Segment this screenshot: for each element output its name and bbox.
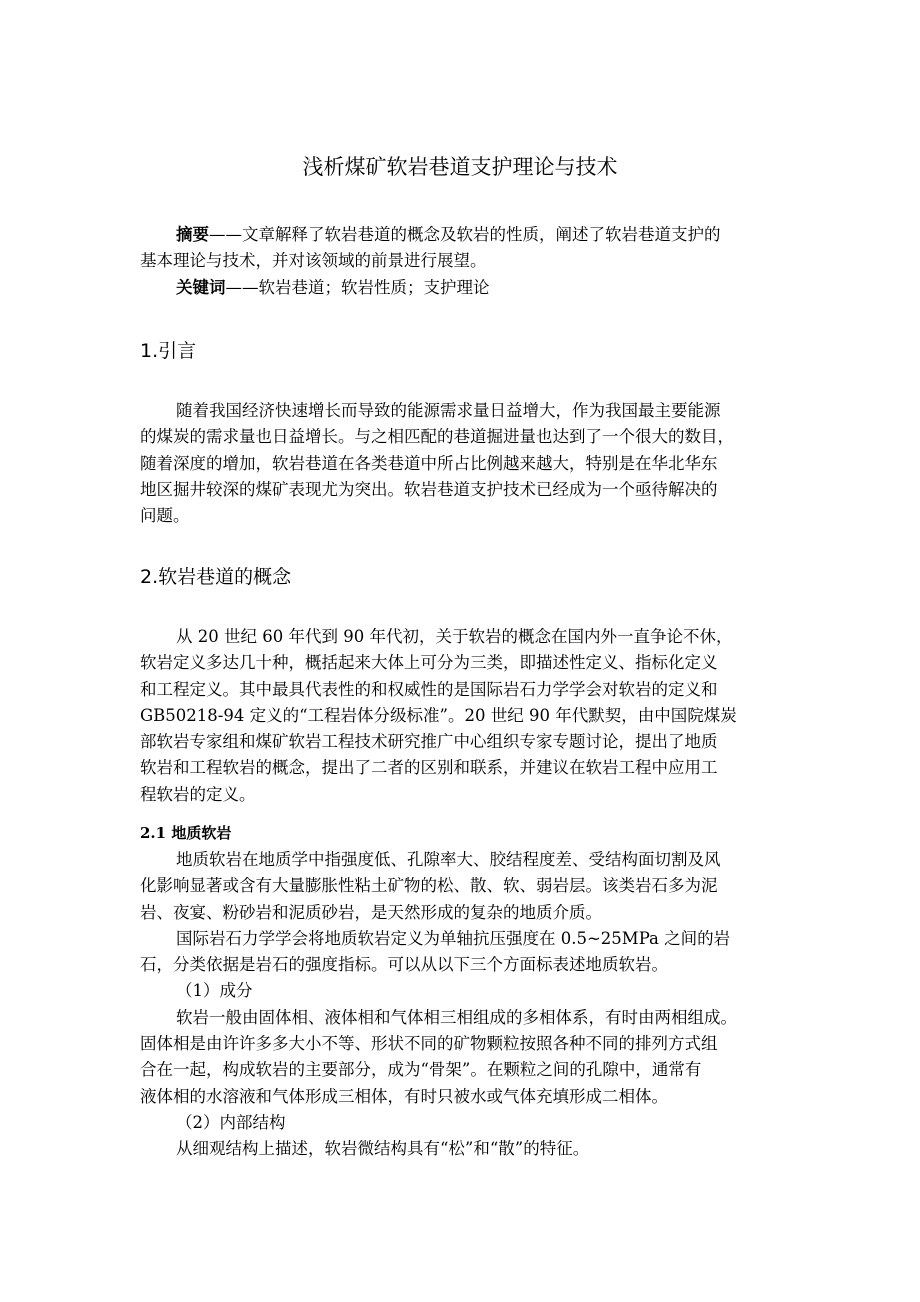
section-2-1-line: 岩、夜宴、粉砂岩和泥质砂岩，是天然形成的复杂的地质介质。 <box>140 902 602 922</box>
item-1-line: 软岩一般由固体相、液体相和气体相三相组成的多相体系，有时由两相组成。 <box>176 1007 737 1027</box>
abstract-line-1 <box>140 222 782 248</box>
document-title: 浅析煤矿软岩巷道支护理论与技术 <box>302 155 618 179</box>
section-2-line: 程软岩的定义。 <box>140 784 256 804</box>
section-2-1-line: 国际岩石力学学会将地质软岩定义为单轴抗压强度在 0.5~25MPa 之间的岩 <box>176 928 731 948</box>
item-1-line: 固体相是由许许多多大小不等、形状不同的矿物颗粒按照各种不同的排列方式组 <box>140 1034 718 1054</box>
keywords-line <box>140 275 782 301</box>
section-1-line: 随着深度的增加，软岩巷道在各类巷道中所占比例越来越大，特别是在华北华东 <box>140 453 718 473</box>
section-1-line: 随着我国经济快速增长而导致的能源需求量日益增大，作为我国最主要能源 <box>176 401 721 420</box>
abstract-text-2: 基本理论与技术，并对该领域的前景进行展望。 <box>140 251 487 271</box>
abstract-block <box>140 222 782 301</box>
section-2-1-heading: 2.1 地质软岩 <box>140 824 232 842</box>
section-1-line: 地区掘井较深的煤矿表现尤为突出。软岩巷道支护技术已经成为一个亟待解决的 <box>140 479 718 499</box>
keywords-text: ——软岩巷道；软岩性质；支护理论 <box>225 277 490 297</box>
section-2-body <box>140 624 782 808</box>
section-2-line: 从 20 世纪 60 年代到 90 年代初，关于软岩的概念在国内外一直争论不休， <box>176 627 733 646</box>
section-2-line: 和工程定义。其中最具代表性的和权威性的是国际岩石力学学会对软岩的定义和 <box>140 679 718 699</box>
item-2-heading: （2）内部结构 <box>176 1112 286 1132</box>
section-2-1-body <box>140 847 782 1163</box>
item-2-line: 从细观结构上描述，软岩微结构具有“松”和“散”的特征。 <box>176 1139 590 1159</box>
keywords-label: 关键词 <box>176 277 226 297</box>
section-2-1-line: 化影响显著或含有大量膨胀性粘土矿物的松、散、软、弱岩层。该类岩石多为泥 <box>140 876 718 896</box>
abstract-text-1: ——文章解释了软岩巷道的概念及软岩的性质，阐述了软岩巷道支护的 <box>209 225 721 244</box>
section-2-1-line: 地质软岩在地质学中指强度低、孔隙率大、胶结程度差、受结构面切割及风 <box>176 850 721 869</box>
section-2-line: 软岩和工程软岩的概念，提出了二者的区别和联系，并建议在软岩工程中应用工 <box>140 758 718 778</box>
item-1-heading: （1）成分 <box>176 981 253 1001</box>
section-1-heading: 1.引言 <box>140 340 197 362</box>
section-1-line: 的煤炭的需求量也日益增长。与之相匹配的巷道掘进量也达到了一个很大的数目， <box>140 427 734 447</box>
item-1-line: 合在一起，构成软岩的主要部分，成为“骨架”。在颗粒之间的孔隙中，通常有 <box>140 1060 702 1080</box>
section-1-body <box>140 398 782 529</box>
section-2-line: 部软岩专家组和煤矿软岩工程技术研究推广中心组织专家专题讨论，提出了地质 <box>140 732 718 752</box>
section-2-line: GB50218-94 定义的“工程岩体分级标准”。20 世纪 90 年代默契，由中国院煤炭 <box>140 705 737 725</box>
section-1-line: 问题。 <box>140 506 190 526</box>
item-1-line: 液体相的水溶液和气体形成三相体，有时只被水或气体充填形成二相体。 <box>140 1086 668 1106</box>
section-2-line: 软岩定义多达几十种，概括起来大体上可分为三类，即描述性定义、指标化定义 <box>140 653 718 673</box>
abstract-label: 摘要 <box>176 225 209 244</box>
section-2-1-line: 石，分类依据是岩石的强度指标。可以从以下三个方面标表述地质软岩。 <box>140 955 668 975</box>
section-2-heading: 2.软岩巷道的概念 <box>140 566 292 588</box>
